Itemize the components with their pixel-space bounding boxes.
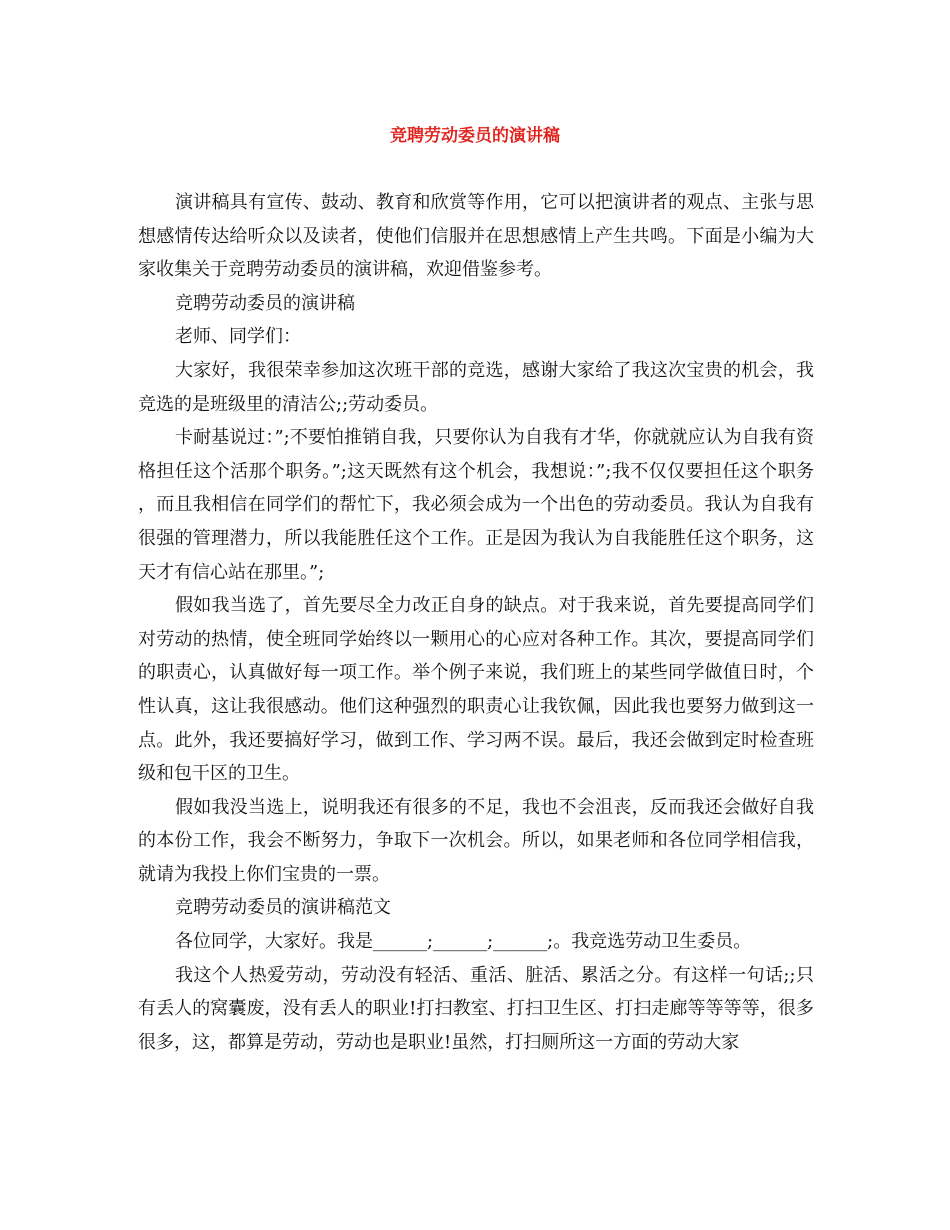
paragraph: 各位同学，大家好。我是______;______;______;。我竞选劳动卫生委员。 (175, 931, 752, 953)
paragraph: 假如我没当选上，说明我还有很多的不足，我也不会沮丧，反而我还会做好自我的本份工作，我会不断努力，争取下一次机会。所以，如果老师和各位同学相信我，就请为我投上你们宝贵的一票。 (138, 796, 814, 885)
paragraph: 卡耐基说过：”;不要怕推销自我，只要你认为自我有才华，你就就应认为自我有资格担任这个活那个职务。”;这天既然有这个机会，我想说：”;我不仅仅要担任这个职务，而且我相信在同学们的帮忙下，我必须会成为一个出色的劳动委员。我认为自我有很强的管理潜力，所以我能胜任这个工作。正是因为我认为自我能胜任这个职务，这天才有信心站在那里。”; (138, 427, 814, 583)
paragraph-heading-1: 竞聘劳动委员的演讲稿 (175, 292, 355, 314)
paragraph-heading-2: 竞聘劳动委员的演讲稿范文 (175, 897, 391, 919)
paragraph: 我这个人热爱劳动，劳动没有轻活、重活、脏活、累活之分。有这样一句话;;只有丢人的窝囊废，没有丢人的职业!打扫教室、打扫卫生区、打扫走廊等等等等，很多很多，这，都算是劳动，劳动也是职业!虽然，打扫厕所这一方面的劳动大家 (138, 964, 814, 1053)
paragraph-greeting: 老师、同学们： (175, 326, 301, 348)
paragraph: 假如我当选了，首先要尽全力改正自身的缺点。对于我来说，首先要提高同学们对劳动的热情，使全班同学始终以一颗用心的心应对各种工作。其次，要提高同学们的职责心，认真做好每一项工作。举个例子来说，我们班上的某些同学做值日时，个性认真，这让我很感动。他们这种强烈的职责心让我钦佩，因此我也要努力做到这一点。此外，我还要搞好学习，做到工作、学习两不误。最后，我还会做到定时检查班级和包干区的卫生。 (138, 595, 814, 785)
document-body (138, 186, 814, 1059)
paragraph: 大家好，我很荣幸参加这次班干部的竞选，感谢大家给了我这次宝贵的机会，我竞选的是班级里的清洁公;;劳动委员。 (138, 359, 814, 415)
paragraph-intro: 演讲稿具有宣传、鼓动、教育和欣赏等作用，它可以把演讲者的观点、主张与思想感情传达给听众以及读者，使他们信服并在思想感情上产生共鸣。下面是小编为大家收集关于竞聘劳动委员的演讲稿，欢迎借鉴参考。 (138, 192, 814, 281)
document-title: 竞聘劳动委员的演讲稿 (390, 126, 560, 146)
